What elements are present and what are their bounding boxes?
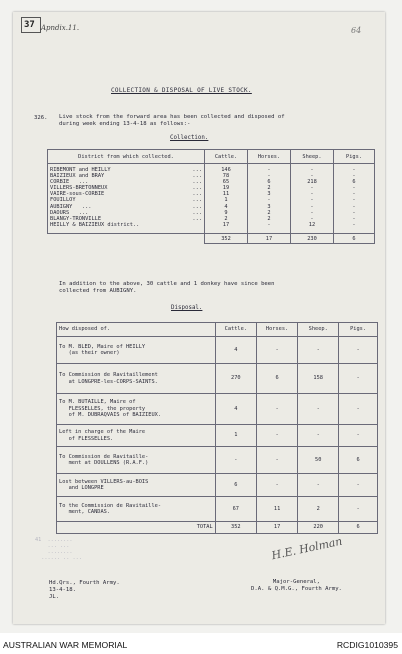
- district-dots: ... ... ... ... ... ... ... ... ...: [184, 164, 205, 234]
- signoff-right: Major-General, D.A. & Q.M.G., Fourth Army.: [251, 579, 342, 592]
- row-sheep: -: [298, 474, 339, 497]
- row-how: To Commission de Ravitaillement at LONGPRE-les-CORPS-SAINTS.: [57, 364, 216, 394]
- bleed-through-text: 41 ........ ... ... ........ ...... .. ...: [35, 537, 82, 561]
- table-row: [57, 474, 378, 497]
- table-row: [57, 364, 378, 394]
- total-sheep: 220: [298, 522, 339, 534]
- row-how: Lost between VILLERS-au-BOIS and LONGPRE: [57, 474, 216, 497]
- table-row: [57, 337, 378, 364]
- row-how: To the Commission de Ravitaille- ment, CANDAS.: [57, 497, 216, 522]
- sheep-values: - - 218 - - - - - - 12: [291, 164, 334, 234]
- row-horses: 6: [256, 364, 297, 394]
- addition-note: In addition to the above, 30 cattle and 1 donkey have since been collected from AUBIGNY.: [59, 281, 275, 294]
- row-sheep: 2: [298, 497, 339, 522]
- col-header-cattle: Cattle.: [215, 323, 256, 337]
- col-header-cattle: Cattle.: [205, 150, 248, 164]
- row-cattle: -: [215, 447, 256, 474]
- document-page: [13, 12, 385, 624]
- page-mark: 64: [351, 26, 362, 35]
- pigs-values: - - 6 - - - - - - -: [334, 164, 375, 234]
- row-pigs: -: [339, 337, 378, 364]
- disposal-heading: Disposal.: [171, 305, 203, 311]
- col-header-sheep: Sheep.: [291, 150, 334, 164]
- handwritten-signature: H.E. Holman: [270, 534, 344, 563]
- col-header-pigs: Pigs.: [339, 323, 378, 337]
- row-how: Left in charge of the Maire of FLESSELLES.: [57, 425, 216, 447]
- col-header-horses: Horses.: [248, 150, 291, 164]
- row-cattle: 4: [215, 337, 256, 364]
- row-pigs: 6: [339, 447, 378, 474]
- row-sheep: 158: [298, 364, 339, 394]
- archive-credit: AUSTRALIAN WAR MEMORIAL: [3, 640, 128, 650]
- row-pigs: -: [339, 425, 378, 447]
- archive-id: RCDIG1010395: [336, 640, 398, 650]
- cattle-values: 146 78 65 19 11 1 4 9 2 17: [205, 164, 248, 234]
- total-label-cell: [48, 234, 205, 244]
- row-how: To M. BLED, Maire of HEILLY (as their owner): [57, 337, 216, 364]
- document-title: COLLECTION & DISPOSAL OF LIVE STOCK.: [111, 87, 252, 94]
- col-header-horses: Horses.: [256, 323, 297, 337]
- row-sheep: -: [298, 394, 339, 425]
- paragraph-number: 326.: [34, 115, 48, 121]
- folio-number: 37: [24, 20, 35, 30]
- row-horses: -: [256, 474, 297, 497]
- intro-paragraph: Live stock from the forward area has been collected and disposed of during week ending 13-4-18 as follows:-: [59, 114, 285, 127]
- row-cattle: 270: [215, 364, 256, 394]
- table-row: [57, 394, 378, 425]
- row-horses: -: [256, 425, 297, 447]
- total-sheep: 230: [291, 234, 334, 244]
- row-horses: 11: [256, 497, 297, 522]
- row-pigs: -: [339, 497, 378, 522]
- row-horses: -: [256, 337, 297, 364]
- signoff-left: Hd.Qrs., Fourth Army. 13-4-18. JL.: [49, 580, 120, 600]
- row-sheep: 50: [298, 447, 339, 474]
- row-pigs: -: [339, 364, 378, 394]
- row-how: To M. BUTAILLE, Maire of FLESSELLES, the property of M. DUBRAQVAIS of BAIZIEUX.: [57, 394, 216, 425]
- table-row: [57, 447, 378, 474]
- row-sheep: -: [298, 425, 339, 447]
- total-horses: 17: [248, 234, 291, 244]
- row-pigs: -: [339, 474, 378, 497]
- horses-values: - - 6 2 3 - 3 2 2 -: [248, 164, 291, 234]
- total-pigs: 6: [334, 234, 375, 244]
- row-cattle: 6: [215, 474, 256, 497]
- total-row: [57, 522, 378, 534]
- col-header-district: District from which collected.: [48, 150, 205, 164]
- col-header-pigs: Pigs.: [334, 150, 375, 164]
- row-how: To Commission de Ravitaille- ment at DOULLENS (R.A.F.): [57, 447, 216, 474]
- row-horses: -: [256, 394, 297, 425]
- row-cattle: 4: [215, 394, 256, 425]
- row-pigs: -: [339, 394, 378, 425]
- total-horses: 17: [256, 522, 297, 534]
- row-horses: -: [256, 447, 297, 474]
- appendix-mark: Apndix.11.: [41, 24, 80, 32]
- disposal-table: [56, 322, 378, 534]
- table-row: [57, 497, 378, 522]
- total-pigs: 6: [339, 522, 378, 534]
- district-list: RIBEMONT and HEILLY BAIZIEUX and BRAY CORBIE ... VILLERS-BRETONNEUX VAIRE-sous-CORBIE FOUILLOY AUBIGNY ... DAOURS ... BLANGY-TRONVILLE HEILLY & BAIZIEUX district..: [48, 164, 185, 234]
- collection-heading: Collection.: [170, 135, 209, 141]
- total-cattle: 352: [205, 234, 248, 244]
- row-sheep: -: [298, 337, 339, 364]
- col-header-how: How disposed of.: [57, 323, 216, 337]
- col-header-sheep: Sheep.: [298, 323, 339, 337]
- table-row: [57, 425, 378, 447]
- row-cattle: 1: [215, 425, 256, 447]
- collection-table: [47, 149, 375, 244]
- total-label: TOTAL: [57, 522, 216, 534]
- total-cattle: 352: [215, 522, 256, 534]
- row-cattle: 67: [215, 497, 256, 522]
